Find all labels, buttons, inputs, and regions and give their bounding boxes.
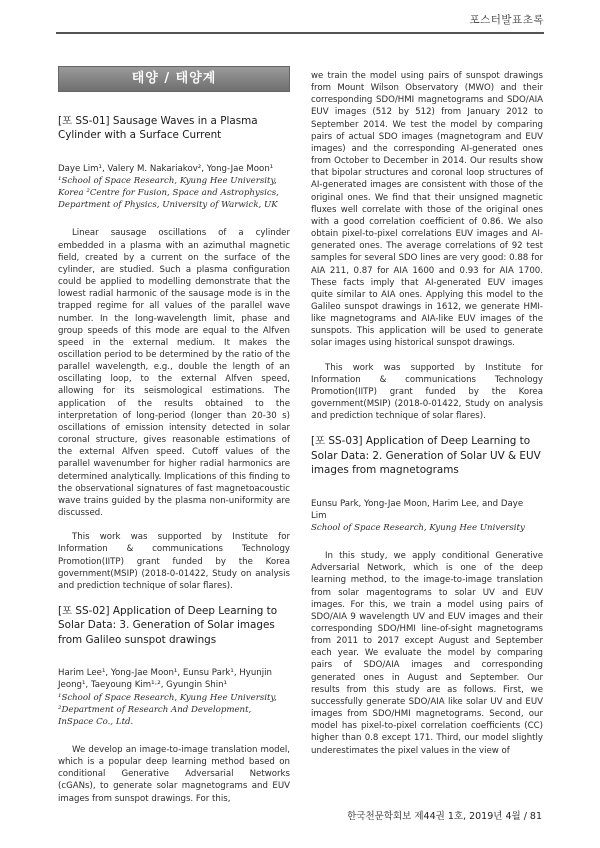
affiliation-line: InSpace Co., Ltd. bbox=[58, 716, 134, 727]
article-2-abstract-continued: we train the model using pairs of sunspot drawings from Mount Wilson Observatory (MWO) and their corresponding SDO/HMI magnetograms and SDO/AIA EUV images (512 by 512) from January 2012 to September 2014. We test the model by comparing pairs of actual SDO images (magnetogram and EUV images) and the corresponding AI-generated ones from October to December in 2014. Our results show that bipolar structures and coronal loop structures of AI-generated images are consistent with those of the original ones. We find that their unsigned magnetic fluxes well correlate with those of the original ones with a good correlation coefficient of 0.86. We also obtain pixel-to-pixel correlations EUV images and AI-generated ones. The average correlations of 92 test samples for several SDO lines are very good: 0.88 for AIA 211, 0.87 for AIA 1600 and 0.93 for AIA 1700. These facts imply that AI-generated EUV images quite similar to AIA ones. Applying this model to the Galileo sunspot drawings in 1612, we generate HMI-like magnetograms and AIA-like EUV images of the sunspots. This application will be used to generate solar images using historical sunspot drawings. bbox=[311, 71, 543, 349]
section-banner: 태양 / 태양계 bbox=[58, 66, 290, 92]
article-1-authors: Daye Lim¹, Valery M. Nakariakov², Yong-Jae Moon¹ bbox=[58, 163, 274, 174]
article-2-acknowledgement: This work was supported by Institute for Information & communications Technology Promotion(IITP) grant funded by the Korea government(MSIP) (2018-0-01422, Study on analysis and prediction technique of solar flares). bbox=[311, 362, 543, 422]
article-1-title: [포 SS-01] Sausage Waves in a Plasma Cylinder with a Surface Current bbox=[58, 115, 258, 142]
article-1-acknowledgement: This work was supported by Institute for Information & communications Technology Promotion(IITP) grant funded by the Korea government(MSIP) (2018-0-01422, Study on analysis and prediction technique of solar flares). bbox=[58, 532, 290, 591]
article-2-abstract-start: We develop an image-to-image translation model, which is a popular deep learning method based on conditional Generative Adversarial Networks (cGANs), to generate solar magnetograms and EUV images from sunspot drawings. For this, bbox=[58, 744, 290, 804]
affiliation-line: Korea ²Centre for Fusion, Space and Astrophysics, bbox=[58, 188, 279, 199]
article-2-title: [포 SS-02] Application of Deep Learning to Solar Data: 3. Generation of Solar images from Galileo sunspot drawings bbox=[58, 604, 278, 646]
right-column bbox=[311, 70, 543, 757]
affiliation-line: School of Space Research, Kyung Hee University bbox=[311, 522, 525, 533]
page-footer: 한국천문학회보 제44권 1호, 2019년 4월 / 81 bbox=[347, 811, 542, 822]
affiliation-line: Department of Physics, University of Warwick, UK bbox=[58, 200, 278, 211]
affiliation-line: ¹School of Space Research, Kyung Hee University, bbox=[58, 692, 277, 703]
running-header: 포스터발표초록 bbox=[469, 14, 544, 26]
article-3-abstract: In this study, we apply conditional Generative Adversarial Network, which is one of the deep learning method, to the image-to-image translation from solar magentograms to solar UV and EUV images. For this, we train a model using pairs of SDO/AIA 9 wavelength UV and EUV images and their corresponding SDO/HMI line-of-sight magnetograms from 2011 to 2017 except August and September each year. We evaluate the model by comparing pairs of SDO/AIA images and corresponding generated ones in August and September. Our results from this study are as follows. First, we successfully generate SDO/AIA like solar UV and EUV images from SDO/HMI magnetograms. Second, our model has pixel-to-pixel correlation coefficients (CC) higher than 0.8 except 171. Third, our model slightly underestimates the pixel values in the view of bbox=[311, 551, 543, 756]
article-2-affiliations bbox=[58, 692, 290, 728]
article-3-authors: Lim bbox=[311, 510, 327, 521]
article-2-authors: Harim Lee¹, Yong-Jae Moon¹, Eunsu Park¹, Hyunjin bbox=[58, 668, 272, 679]
article-1-abstract: Linear sausage oscillations of a cylinder embedded in a plasma with an azimuthal magnetic field, created by a current on the surface of the cylinder, are studied. Such a plasma configuration could be applied to modelling demonstrate that the lowest radial harmonic of the sausage mode is in the trapped regime for all values of the parallel wave number. In the long-wavelength limit, phase and group speeds of this mode are equal to the Alfven speed in the external medium. It makes the oscillation period to be determined by the ratio of the parallel wavelength, e.g., double the length of an oscillating loop, to the external Alfven speed, allowing for its seismological estimations. The application of the results obtained to the interpretation of long-period (longer than 20-30 s) oscillations of emission intensity detected in solar coronal structure, gives reasonable estimations of the external Alfven speed. Cutoff values of the parallel wavenumber for higher radial harmonics are determined analytically. Implications of this finding to the observational signatures of fast magnetoacoustic wave trains guided by the plasma non-uniformity are discussed. bbox=[58, 228, 290, 519]
article-3-affiliations bbox=[311, 522, 543, 534]
affiliation-line: ¹School of Space Research, Kyung Hee University, bbox=[58, 175, 277, 186]
affiliation-line: ²Department of Research And Development, bbox=[58, 704, 252, 715]
article-3-title: [포 SS-03] Application of Deep Learning to Solar Data: 2. Generation of Solar UV & EUV images from magnetograms bbox=[311, 435, 541, 477]
header-divider bbox=[56, 32, 544, 34]
left-column bbox=[58, 66, 290, 805]
article-1-affiliations bbox=[58, 175, 290, 211]
article-2-authors: Jeong¹, Taeyoung Kim¹·², Gyungin Shin¹ bbox=[58, 680, 228, 691]
article-3-authors: Eunsu Park, Yong-Jae Moon, Harim Lee, and Daye bbox=[311, 498, 524, 509]
